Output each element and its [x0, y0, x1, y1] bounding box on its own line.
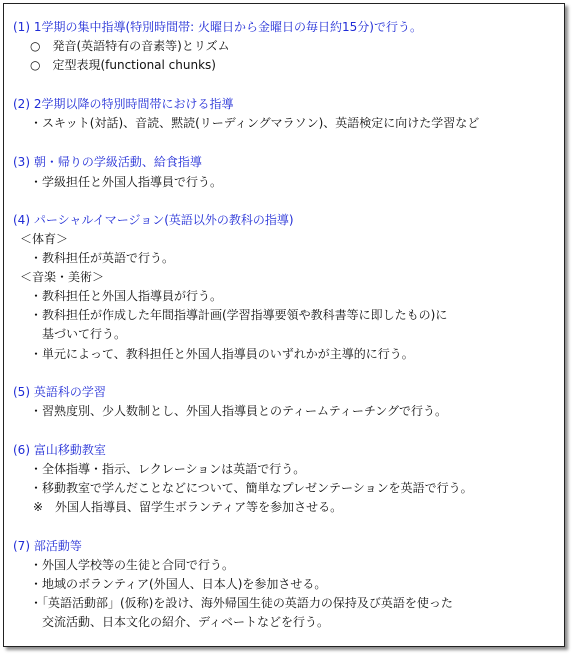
section-2-item: ・スキット(対話)、音読、黙読(リーディングマラソン)、英語検定に向けた学習など [30, 116, 480, 130]
section-6-item: ・移動教室で学んだことなどについて、簡単なプレゼンテーションを英語で行う。 [30, 481, 473, 495]
section-4-item: ・単元によって、教科担任と外国人指導員のいずれかが主導的に行う。 [30, 347, 414, 361]
section-1-item: ○ 発音(英語特有の音素等)とリズム [30, 39, 230, 53]
section-4-item: ・教科担任と外国人指導員が行う。 [30, 289, 223, 303]
section-5-item: ・習熟度別、少人数制とし、外国人指導員とのティームティーチングで行う。 [30, 404, 448, 418]
section-6-item: ・全体指導・指示、レクレーションは英語で行う。 [30, 462, 306, 476]
section-5-heading: (5) 英語科の学習 [13, 385, 106, 399]
section-7-item: ・「英語活動部」(仮称)を設け、海外帰国生徒の英語力の保持及び英語を使った [30, 596, 453, 610]
section-4-subheading: ＜音楽・美術＞ [20, 270, 105, 284]
section-6-note: ※ 外国人指導員、留学生ボランティア等を参加させる。 [33, 500, 343, 514]
section-6-heading: (6) 富山移動教室 [13, 443, 106, 457]
section-7-item-continuation: 交流活動、日本文化の紹介、ディベートなどを行う。 [42, 615, 330, 629]
section-7-item: ・地域のボランティア(外国人、日本人)を参加させる。 [30, 577, 327, 591]
section-4-item: ・教科担任が作成した年間指導計画(学習指導要領や教科書等に即したもの)に [30, 308, 448, 322]
section-2-heading: (2) 2学期以降の特別時間帯における指導 [13, 97, 234, 111]
section-7-item: ・外国人学校等の生徒と合同で行う。 [30, 558, 235, 572]
section-3-item: ・学級担任と外国人指導員で行う。 [30, 175, 223, 189]
section-4-item: ・教科担任が英語で行う。 [30, 251, 175, 265]
section-1-item: ○ 定型表現(functional chunks) [30, 58, 216, 72]
section-4-heading: (4) パーシャルイマージョン(英語以外の教科の指導) [13, 213, 294, 227]
section-1-heading: (1) 1学期の集中指導(特別時間帯: 火曜日から金曜日の毎日約15分)で行う。 [13, 20, 422, 34]
section-7-heading: (7) 部活動等 [13, 539, 82, 553]
section-3-heading: (3) 朝・帰りの学級活動、給食指導 [13, 155, 202, 169]
section-4-subheading: ＜体育＞ [20, 232, 69, 246]
section-4-item-continuation: 基づいて行う。 [42, 327, 127, 341]
